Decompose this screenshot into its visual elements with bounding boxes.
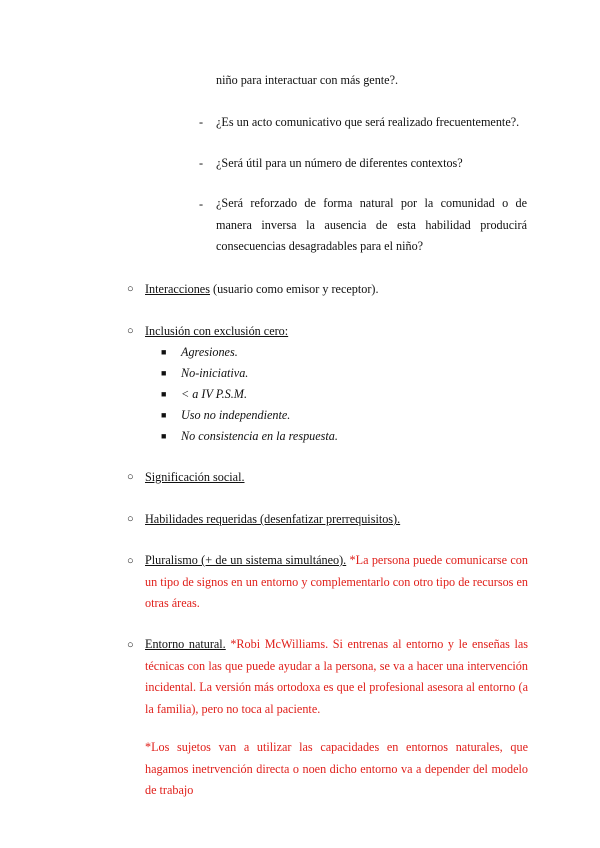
entorno-note: *Robi McWilliams. Si entrenas al entorno y le enseñas las técnicas con las que puede ayudar a la persona, se va a hacer una intervención incidental. La versión más ortodoxa es que el profesional asesora al entorno (a la familia), pero no toca al paciente. [145,637,528,716]
pluralismo-title: Pluralismo (+ de un sistema simultáneo). [145,553,347,567]
hollow-bullet-icon: ○ [127,513,134,525]
inclusion-title: Inclusión con exclusión cero: [145,324,289,338]
square-bullet-icon: ■ [161,368,167,378]
dash-marker: - [199,197,204,211]
hollow-bullet-icon: ○ [127,325,134,337]
pluralismo-item [145,550,528,615]
dash-item-1: ¿Es un acto comunicativo que será realizado frecuentemente?. [216,115,520,129]
dash-marker: - [199,115,204,129]
entorno-item [145,634,528,720]
hollow-bullet-icon: ○ [127,555,134,567]
inclusion-subitem: No consistencia en la respuesta. [181,429,338,443]
inclusion-subitem: Agresiones. [181,345,238,359]
inclusion-subitem: < a IV P.S.M. [181,387,247,401]
inclusion-subitem: No-iniciativa. [181,366,249,380]
interacciones-rest: (usuario como emisor y receptor). [209,282,379,296]
significacion-item: Significación social. [145,470,245,484]
square-bullet-icon: ■ [161,389,167,399]
inclusion-subitem: Uso no independiente. [181,408,291,422]
dash-item-3: ¿Será reforzado de forma natural por la comunidad o de manera inversa la ausencia de esta habilidad producirá consecuencias desagradables para el niño? [216,196,527,253]
pluralismo-note: *La persona puede comunicarse con un tipo de signos en un entorno y complementarlo con otro tipo de recursos en otras áreas. [145,553,528,610]
hollow-bullet-icon: ○ [127,639,134,651]
square-bullet-icon: ■ [161,347,167,357]
hollow-bullet-icon: ○ [127,471,134,483]
square-bullet-icon: ■ [161,410,167,420]
interacciones-title: Interacciones [145,282,210,296]
interacciones-item [145,281,379,297]
dash-item-2: ¿Será útil para un número de diferentes contextos? [216,156,463,170]
entorno-title: Entorno natural. [145,637,226,651]
entorno-note-2: *Los sujetos van a utilizar las capacidades en entornos naturales, que hagamos inetrvención directa o noen dicho entorno va a depender del modelo de trabajo [145,740,528,797]
dash-marker: - [199,156,204,170]
square-bullet-icon: ■ [161,431,167,441]
habilidades-item: Habilidades requeridas (desenfatizar prerrequisitos). [145,512,401,526]
intro-line: niño para interactuar con más gente?. [216,73,399,87]
hollow-bullet-icon: ○ [127,283,134,295]
